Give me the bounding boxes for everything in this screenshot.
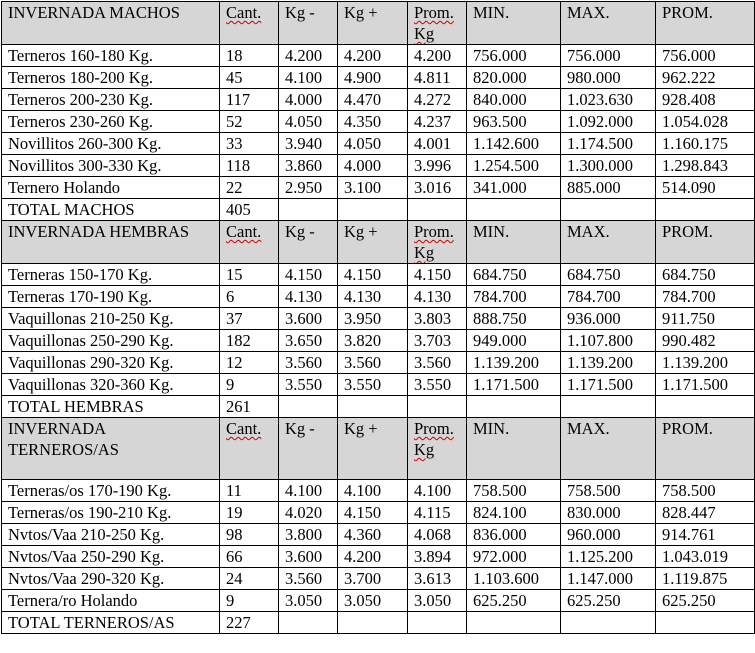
value-cell: 18: [220, 45, 279, 67]
category-label: Terneros 180-200 Kg.: [2, 67, 220, 89]
value-cell: 4.130: [338, 286, 408, 308]
value-cell: 1.171.500: [561, 374, 656, 396]
value-cell: 1.103.600: [467, 568, 561, 590]
value-cell: 24: [220, 568, 279, 590]
value-cell: 756.000: [561, 45, 656, 67]
value-cell: 4.100: [408, 480, 467, 502]
value-cell: 830.000: [561, 502, 656, 524]
value-cell: 3.550: [338, 374, 408, 396]
value-cell: 758.500: [561, 480, 656, 502]
value-cell: 4.130: [279, 286, 338, 308]
value-cell: 840.000: [467, 89, 561, 111]
empty-cell: [656, 396, 755, 418]
column-header: Kg -: [279, 418, 338, 480]
table-row: [2, 330, 755, 352]
value-cell: 1.054.028: [656, 111, 755, 133]
category-label: Vaquillonas 290-320 Kg.: [2, 352, 220, 374]
value-cell: 4.150: [408, 264, 467, 286]
value-cell: 3.700: [338, 568, 408, 590]
table-row: [2, 524, 755, 546]
value-cell: 962.222: [656, 67, 755, 89]
value-cell: 1.043.019: [656, 546, 755, 568]
value-cell: 11: [220, 480, 279, 502]
column-header: Prom. Kg: [408, 221, 467, 264]
table-row: [2, 67, 755, 89]
value-cell: 3.560: [408, 352, 467, 374]
column-header: MAX.: [561, 2, 656, 45]
value-cell: 888.750: [467, 308, 561, 330]
value-cell: 4.200: [279, 45, 338, 67]
value-cell: 19: [220, 502, 279, 524]
value-cell: 4.050: [279, 111, 338, 133]
column-header: Cant.: [220, 221, 279, 264]
value-cell: 341.000: [467, 177, 561, 199]
category-label: Terneros 200-230 Kg.: [2, 89, 220, 111]
value-cell: 990.482: [656, 330, 755, 352]
value-cell: 4.200: [338, 45, 408, 67]
value-cell: 1.119.875: [656, 568, 755, 590]
value-cell: 4.100: [279, 67, 338, 89]
value-cell: 9: [220, 590, 279, 612]
value-cell: 1.125.200: [561, 546, 656, 568]
value-cell: 4.100: [279, 480, 338, 502]
value-cell: 2.950: [279, 177, 338, 199]
value-cell: 4.020: [279, 502, 338, 524]
value-cell: 3.050: [338, 590, 408, 612]
table-row: [2, 590, 755, 612]
value-cell: 4.900: [338, 67, 408, 89]
category-label: Terneras/os 170-190 Kg.: [2, 480, 220, 502]
value-cell: 117: [220, 89, 279, 111]
value-cell: 182: [220, 330, 279, 352]
category-label: Terneros 230-260 Kg.: [2, 111, 220, 133]
value-cell: 756.000: [467, 45, 561, 67]
column-header: Kg +: [338, 418, 408, 480]
value-cell: 4.000: [338, 155, 408, 177]
total-value: 405: [220, 199, 279, 221]
table-row: [2, 568, 755, 590]
category-label: Terneras 170-190 Kg.: [2, 286, 220, 308]
section-title: INVERNADA HEMBRAS: [2, 221, 220, 264]
value-cell: 1.171.500: [656, 374, 755, 396]
value-cell: 960.000: [561, 524, 656, 546]
table-row: [2, 286, 755, 308]
value-cell: 98: [220, 524, 279, 546]
value-cell: 3.550: [279, 374, 338, 396]
value-cell: 1.300.000: [561, 155, 656, 177]
value-cell: 1.254.500: [467, 155, 561, 177]
column-header: Kg -: [279, 221, 338, 264]
value-cell: 4.000: [279, 89, 338, 111]
value-cell: 4.100: [338, 480, 408, 502]
column-header: Prom. Kg: [408, 418, 467, 480]
value-cell: 66: [220, 546, 279, 568]
value-cell: 52: [220, 111, 279, 133]
value-cell: 3.996: [408, 155, 467, 177]
total-row: [2, 199, 755, 221]
total-value: 227: [220, 612, 279, 634]
value-cell: 3.560: [279, 352, 338, 374]
category-label: Nvtos/Vaa 290-320 Kg.: [2, 568, 220, 590]
section-header-row: [2, 221, 755, 264]
empty-cell: [656, 199, 755, 221]
value-cell: 1.139.200: [656, 352, 755, 374]
empty-cell: [338, 199, 408, 221]
value-cell: 928.408: [656, 89, 755, 111]
value-cell: 3.613: [408, 568, 467, 590]
value-cell: 4.350: [338, 111, 408, 133]
value-cell: 828.447: [656, 502, 755, 524]
value-cell: 885.000: [561, 177, 656, 199]
value-cell: 784.700: [656, 286, 755, 308]
total-label: TOTAL MACHOS: [2, 199, 220, 221]
value-cell: 758.500: [467, 480, 561, 502]
empty-cell: [338, 612, 408, 634]
value-cell: 3.894: [408, 546, 467, 568]
value-cell: 824.100: [467, 502, 561, 524]
total-label: TOTAL TERNEROS/AS: [2, 612, 220, 634]
table-row: [2, 45, 755, 67]
empty-cell: [467, 199, 561, 221]
table-row: [2, 374, 755, 396]
value-cell: 980.000: [561, 67, 656, 89]
category-label: Vaquillonas 320-360 Kg.: [2, 374, 220, 396]
column-header: Kg +: [338, 2, 408, 45]
category-label: Novillitos 260-300 Kg.: [2, 133, 220, 155]
category-label: Nvtos/Vaa 250-290 Kg.: [2, 546, 220, 568]
value-cell: 3.600: [279, 308, 338, 330]
value-cell: 3.860: [279, 155, 338, 177]
table-row: [2, 308, 755, 330]
value-cell: 914.761: [656, 524, 755, 546]
value-cell: 911.750: [656, 308, 755, 330]
value-cell: 1.171.500: [467, 374, 561, 396]
column-header: MAX.: [561, 221, 656, 264]
category-label: Novillitos 300-330 Kg.: [2, 155, 220, 177]
value-cell: 15: [220, 264, 279, 286]
value-cell: 3.950: [338, 308, 408, 330]
value-cell: 9: [220, 374, 279, 396]
value-cell: 3.703: [408, 330, 467, 352]
value-cell: 758.500: [656, 480, 755, 502]
empty-cell: [279, 396, 338, 418]
value-cell: 4.272: [408, 89, 467, 111]
value-cell: 3.600: [279, 546, 338, 568]
value-cell: 3.050: [279, 590, 338, 612]
value-cell: 1.142.600: [467, 133, 561, 155]
value-cell: 4.130: [408, 286, 467, 308]
column-header: PROM.: [656, 418, 755, 480]
value-cell: 12: [220, 352, 279, 374]
value-cell: 1.023.630: [561, 89, 656, 111]
value-cell: 118: [220, 155, 279, 177]
empty-cell: [279, 612, 338, 634]
category-label: Vaquillonas 250-290 Kg.: [2, 330, 220, 352]
value-cell: 784.700: [467, 286, 561, 308]
category-label: Ternero Holando: [2, 177, 220, 199]
value-cell: 6: [220, 286, 279, 308]
value-cell: 3.016: [408, 177, 467, 199]
value-cell: 820.000: [467, 67, 561, 89]
empty-cell: [561, 199, 656, 221]
value-cell: 1.139.200: [561, 352, 656, 374]
value-cell: 3.940: [279, 133, 338, 155]
value-cell: 3.560: [279, 568, 338, 590]
livestock-price-table: [1, 1, 755, 634]
table-row: [2, 546, 755, 568]
column-header: MAX.: [561, 418, 656, 480]
total-value: 261: [220, 396, 279, 418]
value-cell: 1.139.200: [467, 352, 561, 374]
value-cell: 4.150: [338, 502, 408, 524]
category-label: Vaquillonas 210-250 Kg.: [2, 308, 220, 330]
value-cell: 45: [220, 67, 279, 89]
value-cell: 4.115: [408, 502, 467, 524]
table-row: [2, 502, 755, 524]
value-cell: 1.160.175: [656, 133, 755, 155]
table-row: [2, 480, 755, 502]
value-cell: 1.174.500: [561, 133, 656, 155]
empty-cell: [656, 612, 755, 634]
column-header: Kg -: [279, 2, 338, 45]
empty-cell: [408, 199, 467, 221]
table-row: [2, 89, 755, 111]
value-cell: 4.811: [408, 67, 467, 89]
value-cell: 784.700: [561, 286, 656, 308]
value-cell: 1.298.843: [656, 155, 755, 177]
value-cell: 756.000: [656, 45, 755, 67]
value-cell: 936.000: [561, 308, 656, 330]
value-cell: 4.470: [338, 89, 408, 111]
value-cell: 963.500: [467, 111, 561, 133]
table-row: [2, 155, 755, 177]
value-cell: 4.200: [408, 45, 467, 67]
empty-cell: [408, 612, 467, 634]
value-cell: 949.000: [467, 330, 561, 352]
table-row: [2, 177, 755, 199]
empty-cell: [561, 396, 656, 418]
column-header: Cant.: [220, 2, 279, 45]
section-header-row: [2, 418, 755, 480]
total-label: TOTAL HEMBRAS: [2, 396, 220, 418]
value-cell: 4.001: [408, 133, 467, 155]
column-header: Kg +: [338, 221, 408, 264]
value-cell: 1.092.000: [561, 111, 656, 133]
category-label: Terneras 150-170 Kg.: [2, 264, 220, 286]
total-row: [2, 612, 755, 634]
value-cell: 625.250: [467, 590, 561, 612]
category-label: Ternera/ro Holando: [2, 590, 220, 612]
table-row: [2, 111, 755, 133]
value-cell: 3.550: [408, 374, 467, 396]
column-header: MIN.: [467, 418, 561, 480]
value-cell: 3.050: [408, 590, 467, 612]
value-cell: 836.000: [467, 524, 561, 546]
value-cell: 514.090: [656, 177, 755, 199]
category-label: Terneras/os 190-210 Kg.: [2, 502, 220, 524]
value-cell: 4.360: [338, 524, 408, 546]
empty-cell: [561, 612, 656, 634]
value-cell: 684.750: [561, 264, 656, 286]
value-cell: 3.560: [338, 352, 408, 374]
value-cell: 1.107.800: [561, 330, 656, 352]
value-cell: 4.237: [408, 111, 467, 133]
value-cell: 4.150: [338, 264, 408, 286]
table-row: [2, 133, 755, 155]
value-cell: 22: [220, 177, 279, 199]
category-label: Nvtos/Vaa 210-250 Kg.: [2, 524, 220, 546]
column-header: MIN.: [467, 2, 561, 45]
value-cell: 3.100: [338, 177, 408, 199]
column-header: MIN.: [467, 221, 561, 264]
empty-cell: [467, 612, 561, 634]
value-cell: 972.000: [467, 546, 561, 568]
value-cell: 3.820: [338, 330, 408, 352]
empty-cell: [338, 396, 408, 418]
category-label: Terneros 160-180 Kg.: [2, 45, 220, 67]
value-cell: 33: [220, 133, 279, 155]
section-header-row: [2, 2, 755, 45]
value-cell: 4.068: [408, 524, 467, 546]
value-cell: 684.750: [656, 264, 755, 286]
value-cell: 3.650: [279, 330, 338, 352]
value-cell: 4.050: [338, 133, 408, 155]
value-cell: 1.147.000: [561, 568, 656, 590]
value-cell: 37: [220, 308, 279, 330]
empty-cell: [279, 199, 338, 221]
value-cell: 684.750: [467, 264, 561, 286]
table-row: [2, 352, 755, 374]
value-cell: 4.200: [338, 546, 408, 568]
value-cell: 3.800: [279, 524, 338, 546]
empty-cell: [408, 396, 467, 418]
total-row: [2, 396, 755, 418]
table-row: [2, 264, 755, 286]
section-title: INVERNADA TERNEROS/AS: [2, 418, 220, 480]
column-header: PROM.: [656, 221, 755, 264]
value-cell: 625.250: [561, 590, 656, 612]
column-header: Prom. Kg: [408, 2, 467, 45]
value-cell: 4.150: [279, 264, 338, 286]
value-cell: 3.803: [408, 308, 467, 330]
section-title: INVERNADA MACHOS: [2, 2, 220, 45]
column-header: Cant.: [220, 418, 279, 480]
empty-cell: [467, 396, 561, 418]
column-header: PROM.: [656, 2, 755, 45]
value-cell: 625.250: [656, 590, 755, 612]
